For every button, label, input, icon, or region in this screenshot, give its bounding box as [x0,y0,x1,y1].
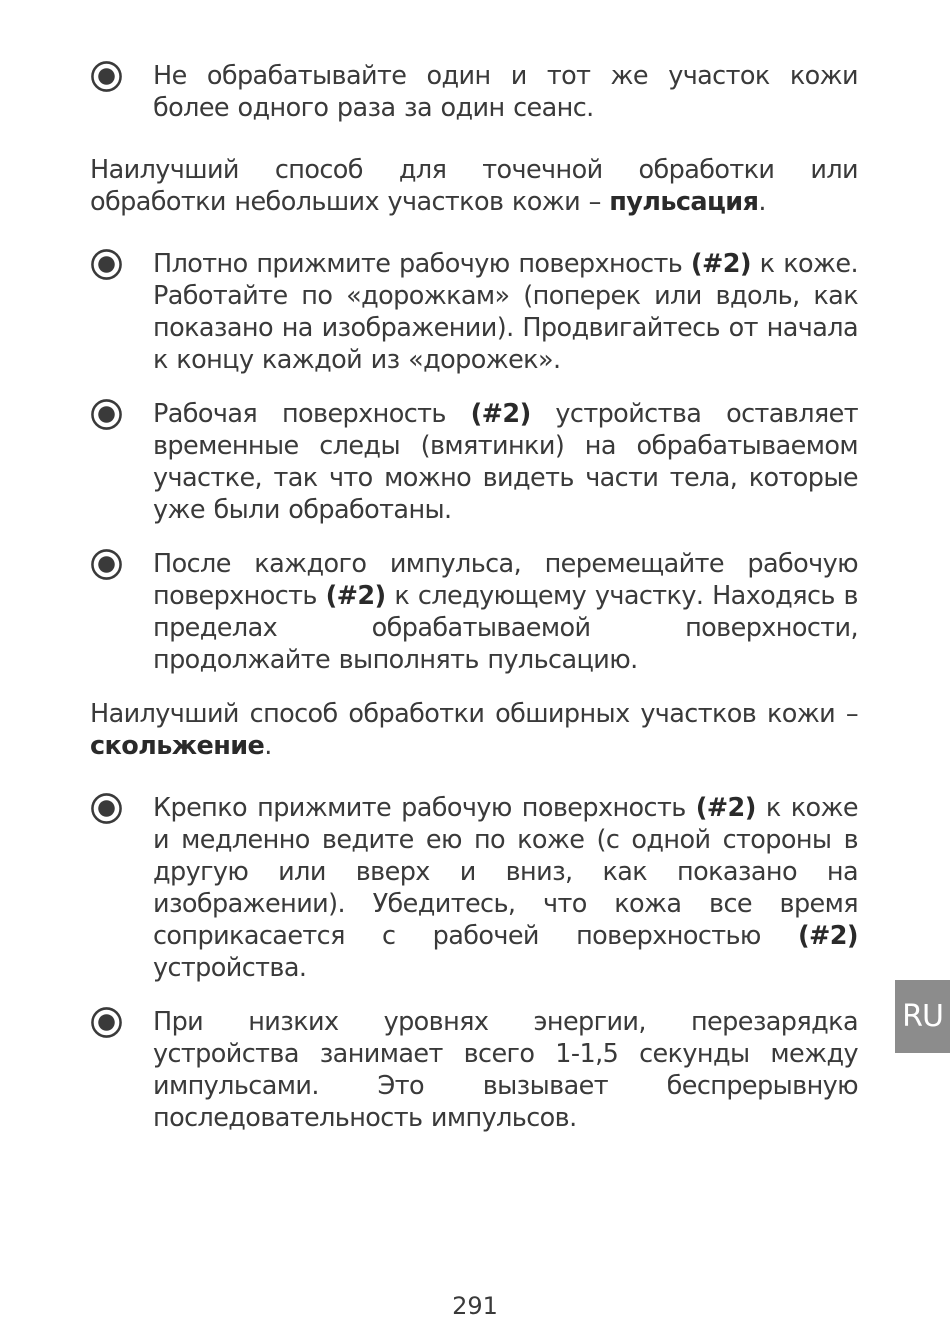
paragraph [90,154,858,218]
bold-term: (#2) [797,921,858,951]
bold-term: (#2) [325,581,386,611]
bullet-text [153,60,858,124]
text-run: Плотно прижмите рабочую поверхность [153,249,691,279]
text-run: к коже. Работайте по «дорожкам» (поперек или вдоль, как показано на изображении). Продвигайтесь от начала к концу каждой из «дорожек». [153,249,858,375]
radio-bullet-icon [90,60,123,93]
bullet-item [90,248,858,376]
language-tab: RU [895,980,950,1053]
bold-term: пульсация [609,187,759,217]
bold-term: скольжение [90,731,265,761]
text-run: Наилучший способ для точечной обработки или обработки небольших участков кожи – [90,155,858,217]
text-run: к коже и медленно ведите ею по коже (с одной стороны в другую или вверх и вниз, как показано на изображении). Убедитесь, что кожа все время соприкасается с рабочей поверхностью [153,793,858,951]
radio-bullet-icon [90,1006,123,1039]
bullet-text [153,1006,858,1134]
bold-term: (#2) [695,793,756,823]
text-run: . [758,187,766,217]
radio-bullet-icon [90,792,123,825]
bold-term: (#2) [470,399,531,429]
page-number: 291 [452,1292,498,1320]
text-run: к следующему участку. Находясь в пределах обрабатываемой поверхности, продолжайте выполнять пульсацию. [153,581,858,675]
bullet-item [90,548,858,676]
text-run: Крепко прижмите рабочую поверхность [153,793,696,823]
text-run: устройства оставляет временные следы (вмятинки) на обрабатываемом участке, так что можно видеть части тела, которые уже были обработаны. [153,399,858,525]
bullet-text [153,398,858,526]
bullet-text [153,248,858,376]
text-run: После каждого импульса, перемещайте рабочую поверхность [153,549,858,611]
radio-bullet-icon [90,248,123,281]
text-run: При низких уровнях энергии, перезарядка устройства занимает всего 1-1,5 секунды между импульсами. Это вызывает беспрерывную последовательность импульсов. [153,1007,858,1133]
text-run: . [264,731,272,761]
bullet-text [153,792,858,984]
bullet-item [90,792,858,984]
text-run: Наилучший способ обработки обширных участков кожи – [90,699,858,729]
bullet-item [90,60,858,124]
paragraph [90,698,858,762]
page-content [90,60,858,1134]
text-run: устройства. [153,953,307,983]
radio-bullet-icon [90,548,123,581]
bullet-item [90,1006,858,1134]
bullet-item [90,398,858,526]
text-run: Не обрабатывайте один и тот же участок кожи более одного раза за один сеанс. [153,61,858,123]
text-run: Рабочая поверхность [153,399,471,429]
radio-bullet-icon [90,398,123,431]
bullet-text [153,548,858,676]
bold-term: (#2) [690,249,751,279]
